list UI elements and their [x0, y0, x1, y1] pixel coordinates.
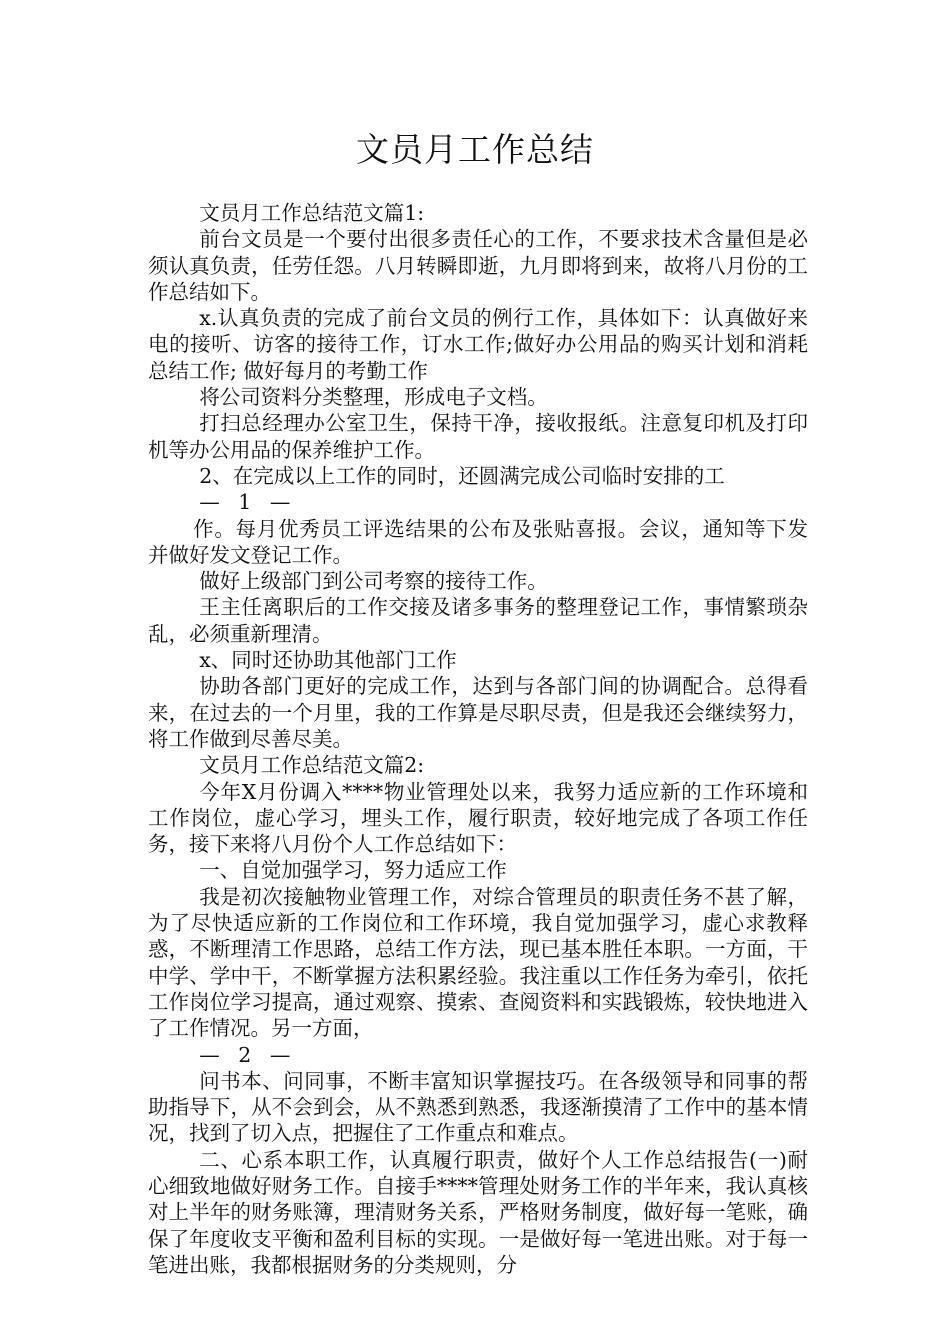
section-heading-2: 文员月工作总结范文篇2:: [199, 753, 425, 778]
paragraph: 前台文员是一个要付出很多责任心的工作，不要求技术含量但是必须认真负责，任劳任怨。八月转瞬即逝，九月即将到来，故将八月份的工作总结如下。: [148, 227, 808, 304]
paragraph: 问书本、问同事，不断丰富知识掌握技巧。在各级领导和同事的帮助指导下，从不会到会，从不熟悉到熟悉，我逐渐摸清了工作中的基本情况，找到了切入点，把握住了工作重点和难点。: [148, 1068, 808, 1146]
page-number: — 2 —: [199, 1042, 297, 1067]
document-body: [148, 200, 808, 1278]
page-number: — 1 —: [199, 490, 297, 515]
paragraph: 打扫总经理办公室卫生，保持干净，接收报纸。注意复印机及打印机等办公用品的保养维护工作。: [148, 411, 808, 462]
paragraph: 做好上级部门到公司考察的接待工作。: [199, 569, 548, 594]
paragraph: x.认真负责的完成了前台文员的例行工作，具体如下：认真做好来电的接听、访客的接待工作，订水工作;做好办公用品的购买计划和消耗总结工作; 做好每月的考勤工作: [148, 306, 808, 383]
paragraph: 二、心系本职工作，认真履行职责，做好个人工作总结报告(一)耐心细致地做好财务工作。自接手****管理处财务工作的半年来，我认真核对上半年的财务账簿，理清财务关系，严格财务制度，做好每一笔账，确保了年度收支平衡和盈利目标的实现。一是做好每一笔进出账。对于每一笔进出账，我都根据财务的分类规则，分: [148, 1147, 808, 1277]
paragraph: x、同时还协助其他部门工作: [199, 648, 457, 673]
paragraph: 2、在完成以上工作的同时，还圆满完成公司临时安排的工: [199, 463, 725, 488]
paragraph: 今年X月份调入****物业管理处以来，我努力适应新的工作环境和工作岗位，虚心学习，埋头工作，履行职责，较好地完成了各项工作任务，接下来将八月份个人工作总结如下：: [148, 779, 808, 857]
paragraph: 协助各部门更好的完成工作，达到与各部门间的协调配合。总得看来，在过去的一个月里，我的工作算是尽职尽责，但是我还会继续努力，将工作做到尽善尽美。: [148, 674, 808, 751]
subheading: 一、自觉加强学习，努力适应工作: [199, 858, 507, 883]
paragraph: 将公司资料分类整理，形成电子文档。: [199, 385, 548, 410]
paragraph: 作。每月优秀员工评选结果的公布及张贴喜报。会议，通知等下发并做好发文登记工作。: [148, 516, 808, 567]
section-heading-1: 文员月工作总结范文篇1:: [199, 201, 425, 225]
paragraph: 我是初次接触物业管理工作，对综合管理员的职责任务不甚了解，为了尽快适应新的工作岗位和工作环境，我自觉加强学习，虚心求教释惑，不断理清工作思路，总结工作方法，现已基本胜任本职。一方面，干中学、学中干，不断掌握方法积累经验。我注重以工作任务为牵引，依托工作岗位学习提高，通过观察、摸索、查阅资料和实践锻炼，较快地进入了工作情况。另一方面，: [148, 884, 808, 1041]
document-title: 文员月工作总结: [356, 130, 594, 169]
paragraph: 王主任离职后的工作交接及诸多事务的整理登记工作，事情繁琐杂乱，必须重新理清。: [148, 595, 808, 646]
